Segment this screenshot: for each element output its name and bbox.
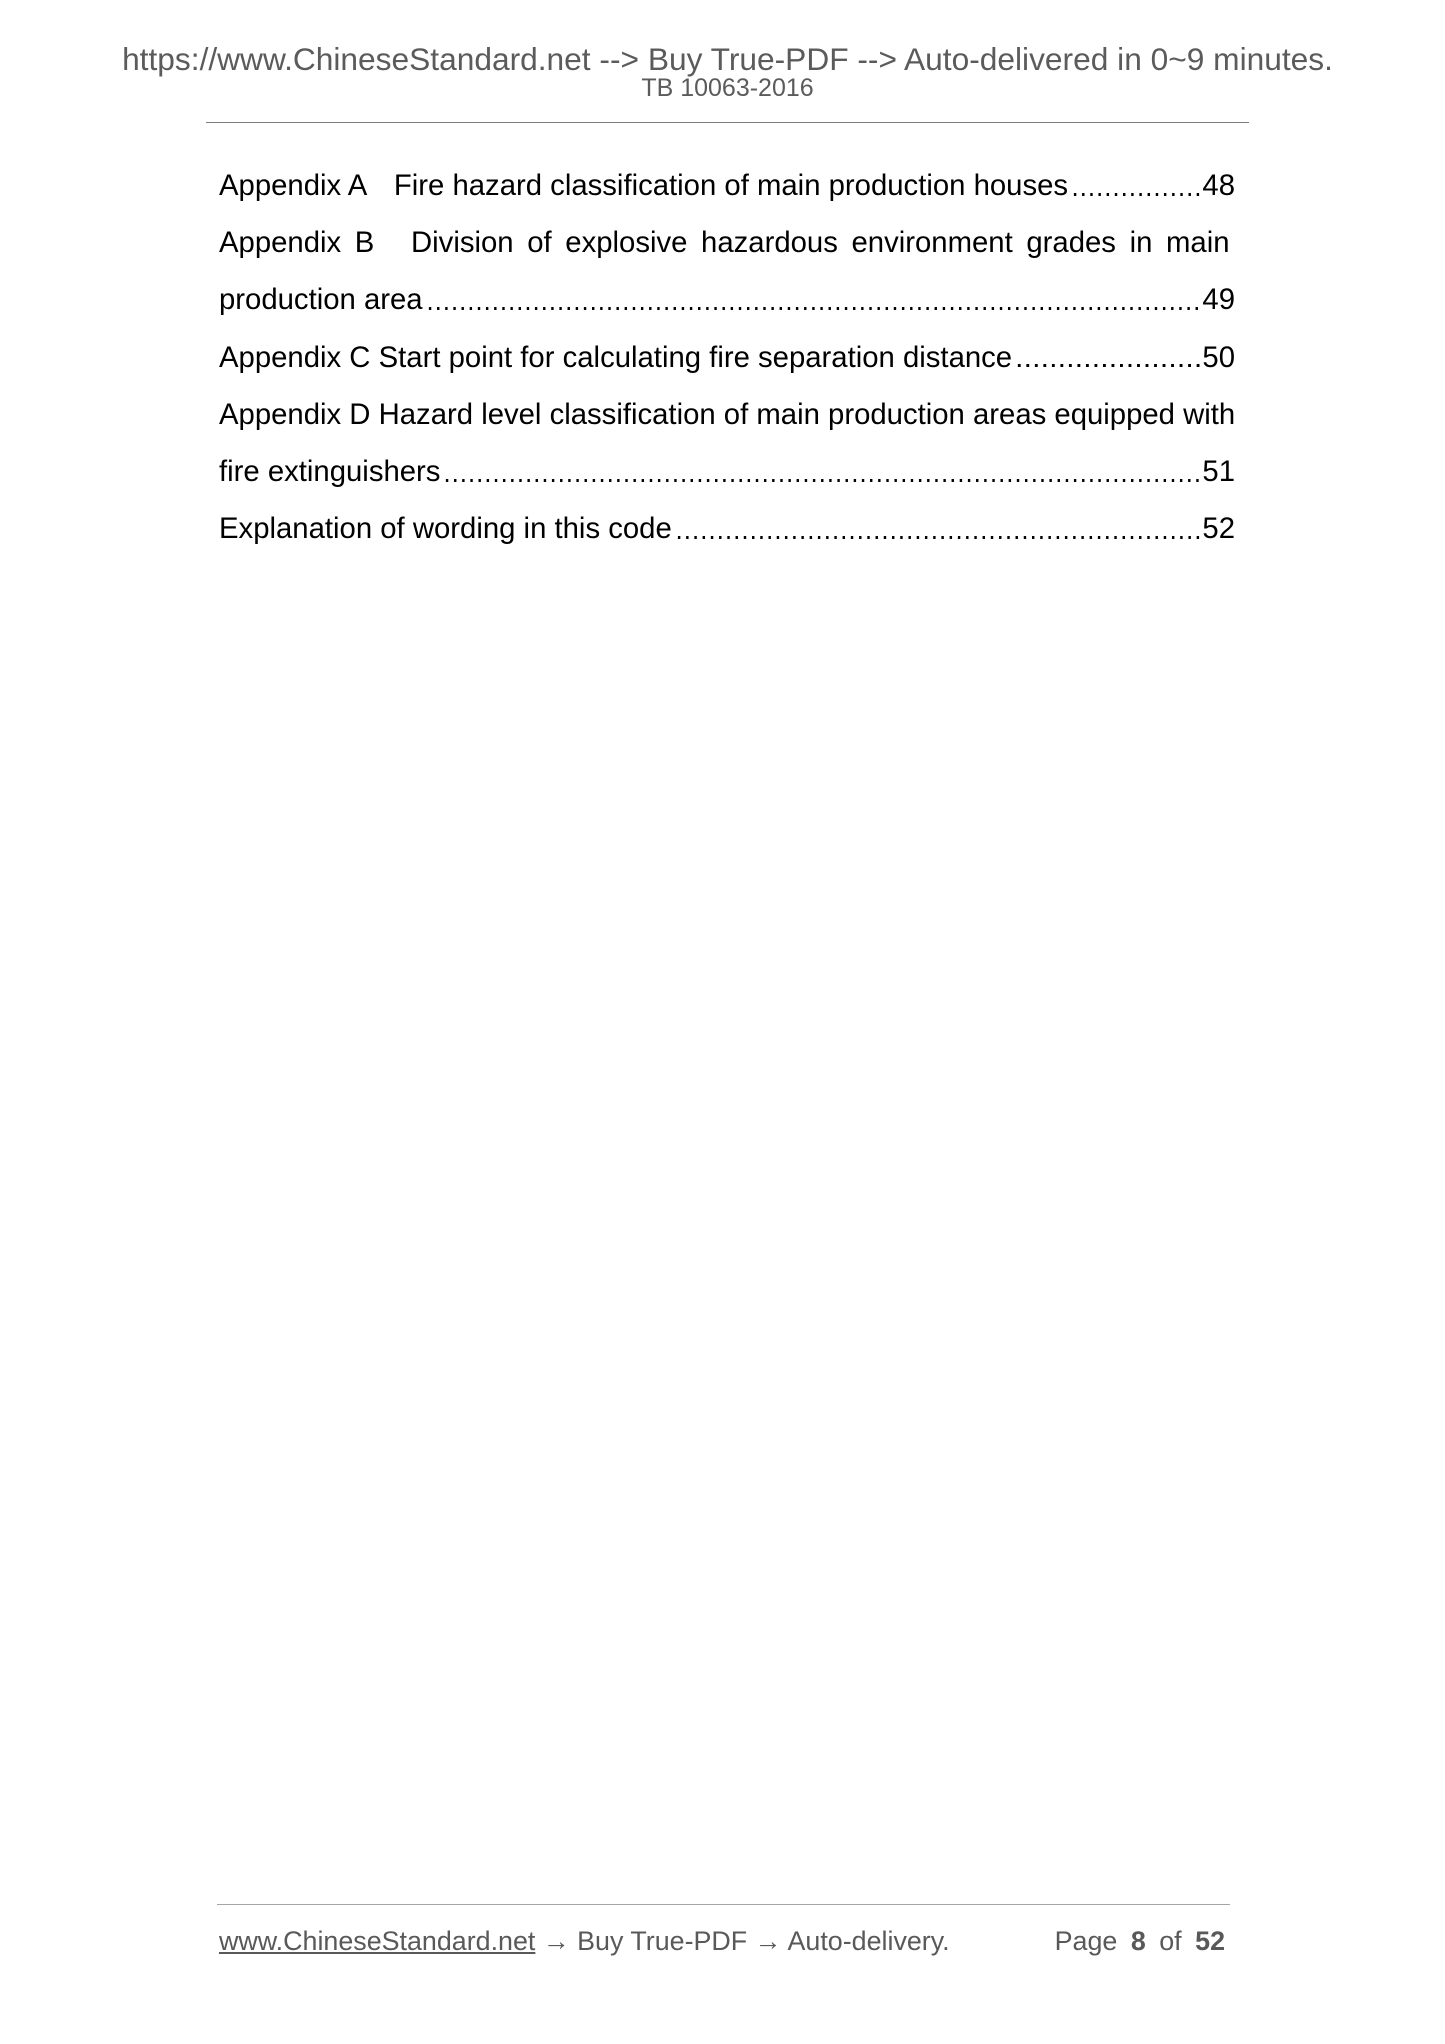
header-divider (206, 122, 1249, 123)
toc-page-number: 52 (1202, 512, 1235, 546)
toc-page-number: 49 (1202, 283, 1235, 317)
footer-buy-text: Buy True-PDF (577, 1926, 748, 1956)
dot-leader (1015, 329, 1202, 386)
toc-entry-title-line-1: Division of explosive hazardous environment grades in main (411, 226, 1230, 260)
toc-entry-title: Fire hazard classification of main production houses (393, 169, 1069, 202)
toc-entry-title-line-2: production area (219, 283, 423, 317)
toc-entry-label: Appendix C (219, 340, 371, 374)
toc-page-number: 51 (1202, 454, 1235, 488)
dot-leader (1071, 157, 1202, 214)
page-of-label: of (1159, 1926, 1182, 1956)
toc-line (219, 329, 1235, 386)
toc-entry-text (219, 157, 1068, 214)
footer-promo (219, 1928, 950, 1955)
page-number: 8 (1130, 1926, 1146, 1956)
toc-entry-appendix-b[interactable] (219, 214, 1235, 328)
toc-line (219, 443, 1235, 500)
toc-entry-text (219, 443, 440, 500)
toc-entry-title: Start point for calculating fire separation distance (378, 340, 1013, 374)
dot-leader (443, 443, 1202, 500)
toc-entry-label: Appendix B (219, 226, 375, 260)
toc-entry-explanation-of-wording[interactable] (219, 500, 1235, 557)
toc-line (219, 386, 1235, 443)
toc-entry-title-line-2: fire extinguishers (219, 454, 441, 488)
dot-leader (675, 500, 1203, 557)
toc-line (219, 271, 1235, 328)
footer-arrow: → (542, 1926, 570, 1956)
toc-line (219, 500, 1235, 557)
site-link[interactable]: www.ChineseStandard.net (219, 1926, 536, 1956)
footer-delivery-text: Auto-delivery. (787, 1926, 950, 1956)
toc-page-number: 48 (1202, 169, 1235, 202)
toc-page-number: 50 (1202, 340, 1235, 374)
toc-line (219, 214, 1235, 271)
toc-entry-title-line-1: Hazard level classification of main production areas equipped with (378, 397, 1236, 431)
toc-entry-text (219, 500, 672, 557)
toc-entry-label: Appendix A (219, 169, 368, 202)
toc-entry-title: Explanation of wording in this code (219, 512, 672, 546)
toc-line (219, 157, 1235, 214)
page-total: 52 (1195, 1926, 1225, 1956)
toc-entry-appendix-c[interactable] (219, 329, 1235, 386)
header-banner: https://www.ChineseStandard.net --> Buy True-PDF --> Auto-delivered in 0~9 minutes. (122, 41, 1333, 77)
page-indicator (1055, 1928, 1225, 1955)
toc-entry-appendix-d[interactable] (219, 386, 1235, 500)
dot-leader (426, 271, 1203, 328)
footer-arrow: → (754, 1926, 782, 1956)
table-of-contents (219, 157, 1235, 557)
toc-entry-text (219, 271, 423, 328)
page-label: Page (1054, 1926, 1118, 1956)
document-code: TB 10063-2016 (641, 74, 814, 102)
toc-entry-text (219, 329, 1012, 386)
toc-entry-label: Appendix D (219, 397, 371, 431)
toc-entry-appendix-a[interactable] (219, 157, 1235, 214)
footer-divider (217, 1904, 1230, 1905)
